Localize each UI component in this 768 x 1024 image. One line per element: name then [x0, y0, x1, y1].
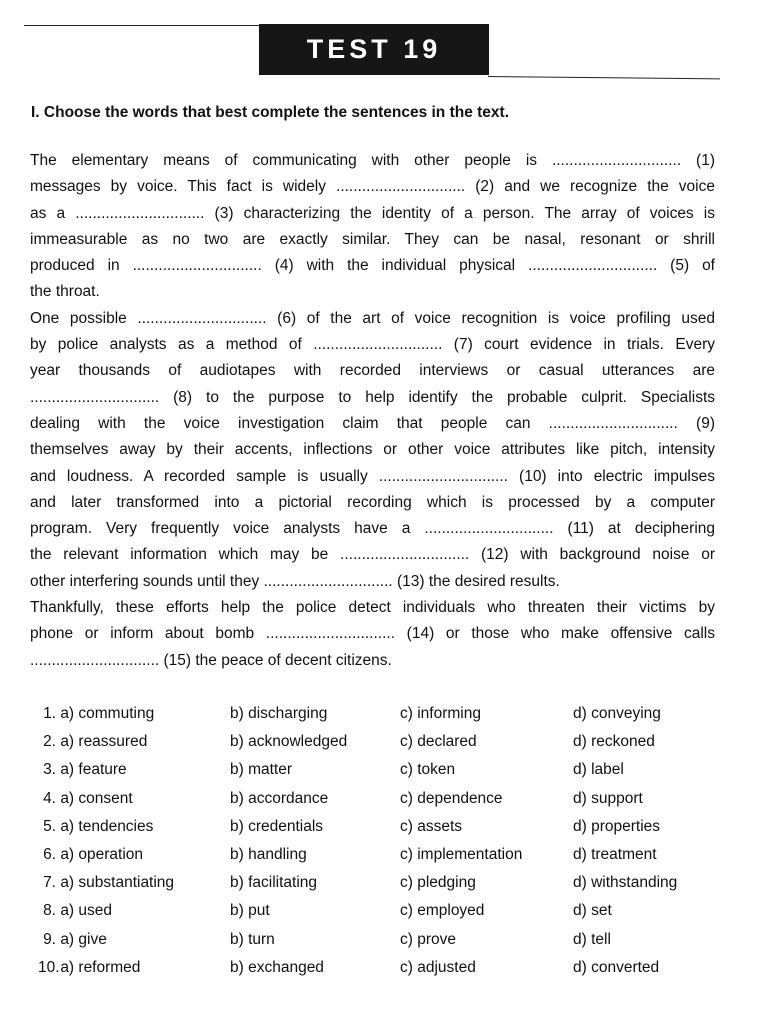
option-c: c) prove — [400, 930, 456, 948]
option-a: a) substantiating — [60, 874, 175, 892]
option-b: b) acknowledged — [230, 733, 348, 751]
passage-line: year thousands of audiotapes with recorded interviews or casual utterances are — [30, 362, 715, 380]
question-number: 9. — [43, 930, 56, 948]
option-c: c) pledging — [400, 874, 476, 892]
passage-line: the relevant information which may be .............................. (12) with background noise or — [30, 546, 715, 564]
option-a: a) give — [60, 930, 107, 948]
passage-line: dealing with the voice investigation claim that people can .............................. (9) — [30, 414, 715, 432]
option-row — [38, 869, 718, 897]
option-a: a) consent — [60, 789, 133, 807]
option-a: a) feature — [60, 761, 127, 779]
option-b: b) discharging — [230, 705, 328, 723]
option-d: d) converted — [573, 958, 660, 976]
passage-line: and later transformed into a pictorial recording which is processed by a computer — [30, 493, 715, 511]
option-d: d) conveying — [573, 705, 661, 723]
option-row — [38, 954, 718, 982]
option-b: b) exchanged — [230, 958, 324, 976]
option-d: d) support — [573, 789, 643, 807]
option-row — [38, 926, 718, 954]
option-a: a) commuting — [60, 705, 155, 723]
option-b: b) matter — [230, 761, 293, 779]
question-number: 7. — [43, 874, 56, 892]
option-b: b) handling — [230, 846, 307, 864]
option-c: c) token — [400, 761, 456, 779]
question-number: 8. — [43, 902, 56, 920]
option-b: b) credentials — [230, 817, 324, 835]
answer-options-list — [38, 700, 718, 982]
option-d: d) treatment — [573, 846, 657, 864]
question-number: 5. — [43, 817, 56, 835]
option-c: c) informing — [400, 705, 481, 723]
header-rule-left — [24, 25, 260, 26]
passage-line: .............................. (15) the peace of decent citizens. — [30, 651, 392, 669]
option-row — [38, 756, 718, 784]
option-row — [38, 813, 718, 841]
option-a: a) reformed — [60, 958, 141, 976]
question-number: 6. — [43, 846, 56, 864]
header-rule-right — [488, 76, 720, 79]
cloze-passage — [30, 148, 715, 674]
passage-line: phone or inform about bomb .............................. (14) or those who make offensive calls — [30, 625, 715, 643]
option-d: d) tell — [573, 930, 611, 948]
option-c: c) declared — [400, 733, 477, 751]
passage-line: program. Very frequently voice analysts have a .............................. (11) at deciphering — [30, 520, 715, 538]
option-b: b) accordance — [230, 789, 329, 807]
option-row — [38, 785, 718, 813]
test-title-box — [259, 24, 489, 75]
passage-line: Thankfully, these efforts help the police detect individuals who threaten their victims by — [30, 599, 715, 617]
passage-line: immeasurable as no two are exactly similar. They can be nasal, resonant or shrill — [30, 230, 715, 248]
passage-line: themselves away by their accents, inflections or other voice attributes like pitch, intensity — [30, 441, 715, 459]
question-number: 2. — [43, 733, 56, 751]
option-a: a) reassured — [60, 733, 148, 751]
passage-line: the throat. — [30, 283, 100, 301]
passage-line: The elementary means of communicating with other people is .............................. (1) — [30, 152, 715, 169]
passage-line: One possible .............................. (6) of the art of voice recognition is voice profiling used — [30, 309, 715, 327]
question-number: 1. — [43, 705, 56, 723]
question-number: 4. — [43, 789, 56, 807]
passage-line: as a .............................. (3) characterizing the identity of a person. The array of voices is — [30, 204, 715, 222]
option-d: d) set — [573, 902, 612, 920]
question-number: 10. — [38, 958, 60, 976]
option-a: a) tendencies — [60, 817, 154, 835]
passage-line: produced in .............................. (4) with the individual physical .............................. (5) of — [30, 257, 715, 275]
test-title: TEST 19 — [306, 34, 442, 64]
option-row — [38, 897, 718, 925]
option-c: c) dependence — [400, 789, 503, 807]
option-b: b) facilitating — [230, 874, 318, 892]
question-number: 3. — [43, 761, 56, 779]
option-c: c) adjusted — [400, 958, 476, 976]
test-header — [0, 0, 768, 90]
option-row — [38, 700, 718, 728]
passage-line: .............................. (8) to the purpose to help identify the probable culprit. Specialists — [30, 388, 715, 406]
option-a: a) operation — [60, 846, 144, 864]
passage-line: other interfering sounds until they .............................. (13) the desired results. — [30, 572, 560, 590]
option-d: d) properties — [573, 817, 661, 835]
option-c: c) implementation — [400, 846, 523, 864]
option-d: d) withstanding — [573, 874, 678, 892]
passage-line: by police analysts as a method of .............................. (7) court evidence in trials. Every — [30, 336, 715, 354]
option-d: d) label — [573, 761, 624, 779]
option-row — [38, 841, 718, 869]
option-b: b) turn — [230, 930, 275, 948]
option-row — [38, 728, 718, 756]
passage-line: messages by voice. This fact is widely .............................. (2) and we recognize the voice — [30, 178, 715, 196]
option-b: b) put — [230, 902, 270, 920]
option-a: a) used — [60, 902, 113, 920]
option-d: d) reckoned — [573, 733, 655, 751]
exercise-instruction: I. Choose the words that best complete the sentences in the text. — [31, 104, 510, 121]
option-c: c) assets — [400, 817, 463, 835]
passage-line: and loudness. A recorded sample is usually .............................. (10) into electric impulses — [30, 467, 715, 485]
option-c: c) employed — [400, 902, 485, 920]
